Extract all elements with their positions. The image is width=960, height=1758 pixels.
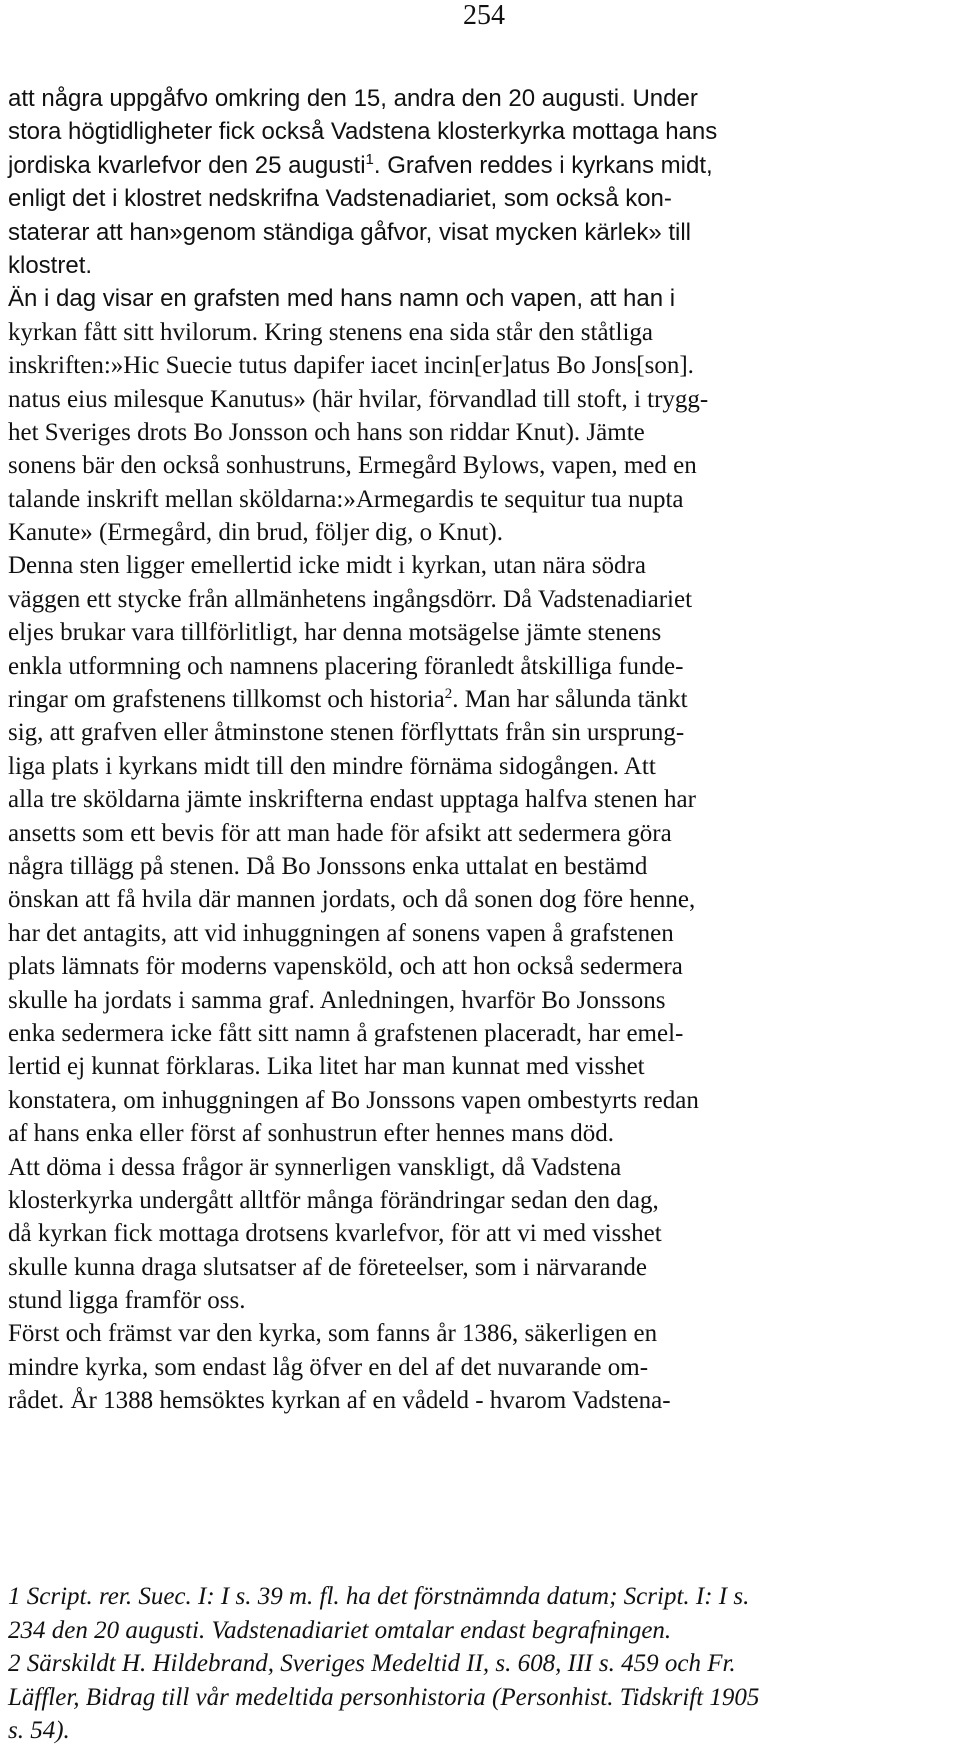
text-line-content: några tillägg på stenen. Då Bo Jonssons enka uttalat en bestämd [8,852,648,880]
text-line [8,249,953,282]
text-line-content: Först och främst var den kyrka, som fanns år 1386, säkerligen en [8,1320,658,1348]
text-line [8,1317,953,1350]
text-line [8,115,953,148]
text-line-content: liga plats i kyrkans midt till den mindre förnäma sidogången. Att [8,752,656,780]
text-line [8,1151,953,1184]
text-line [8,149,953,182]
text-line-content: staterar att han»genom ständiga gåfvor, visat mycken kärlek» till [8,218,692,246]
text-line [8,716,953,749]
footnote-line: s. 54). [8,1717,70,1745]
text-line-content: het Sveriges drots Bo Jonsson och hans son riddar Knut). Jämte [8,418,645,446]
text-line-content: lertid ej kunnat förklaras. Lika litet har man kunnat med visshet [8,1053,645,1081]
text-line-content: klostret. [8,251,93,279]
text-line-continuation: . Grafven reddes i kyrkans midt, [373,151,713,179]
text-line-content: att några uppgåfvo omkring den 15, andra den 20 augusti. Under [8,85,698,112]
text-line-content: enkla utformning och namnens placering föranledt åtskilliga funde- [8,652,684,680]
text-line [8,383,953,416]
text-line-content: eljes brukar vara tillförlitligt, har denna motsägelse jämte stenens [8,619,662,647]
text-line-content: kyrkan fått sitt hvilorum. Kring stenens ena sida står den ståtliga [8,318,653,346]
text-line [8,282,953,315]
footnote-ref: 1 [365,150,374,168]
text-line-content: inskriften:»Hic Suecie tutus dapifer iacet incin[er]atus Bo Jons[son]. [8,352,694,380]
page-number: 254 [463,0,505,31]
body-text [8,82,953,1418]
text-line [8,349,953,382]
text-line-content: stund ligga framför oss. [8,1287,246,1315]
text-line-content: stora högtidligheter fick också Vadstena klosterkyrka mottaga hans [8,118,718,146]
footnote-line: 234 den 20 augusti. Vadstenadiariet omtalar endast begrafningen. [8,1616,672,1644]
text-line [8,883,953,916]
text-line-content: Att döma i dessa frågor är synnerligen vanskligt, då Vadstena [8,1153,622,1181]
text-line-content: rådet. År 1388 hemsöktes kyrkan af en vådeld - hvarom Vadstena- [8,1387,671,1415]
text-line-content: sonens bär den också sonhustruns, Ermegård Bylows, vapen, med en [8,452,697,480]
text-line [8,416,953,449]
text-line [8,1384,953,1417]
text-line-content: väggen ett stycke från allmänhetens ingångsdörr. Då Vadstenadiariet [8,585,693,613]
text-line [8,82,953,115]
text-line [8,1184,953,1217]
text-line [8,750,953,783]
footnote-line: 1 Script. rer. Suec. I: I s. 39 m. fl. ha det förstnämnda datum; Script. I: I s. [8,1583,750,1610]
text-line [8,1084,953,1117]
text-line-content: enka sedermera icke fått sitt namn å grafstenen placeradt, har emel- [8,1019,684,1047]
text-line [8,616,953,649]
text-line [8,917,953,950]
text-line-content: skulle kunna draga slutsatser af de företeelser, som i närvarande [8,1253,648,1281]
footnotes [8,1580,953,1748]
footnote-ref: 2 [444,686,453,703]
text-line-content: sig, att grafven eller åtminstone stenen förflyttats från sin ursprung- [8,719,685,747]
text-line-content: mindre kyrka, som endast låg öfver en del af det nuvarande om- [8,1353,649,1381]
text-line [8,1117,953,1150]
text-line-content: då kyrkan fick mottaga drotsens kvarlefvor, för att vi med visshet [8,1220,662,1248]
text-line [8,1017,953,1050]
text-line-content: talande inskrift mellan sköldarna:»Armegardis te sequitur tua nupta [8,485,684,513]
text-line [8,549,953,582]
text-line [8,583,953,616]
page-number-container [0,0,960,32]
text-line [8,1251,953,1284]
text-line [8,516,953,549]
text-line-content: konstatera, om inhuggningen af Bo Jonssons vapen ombestyrts redan [8,1086,699,1114]
text-line [8,316,953,349]
text-line-content: ansetts som ett bevis för att man hade för afsikt att sedermera göra [8,819,672,847]
text-line-continuation: . Man har sålunda tänkt [452,686,688,714]
text-line-content: natus eius milesque Kanutus» (här hvilar, förvandlad till stoft, i trygg- [8,385,709,413]
text-line [8,483,953,516]
text-line-content: skulle ha jordats i samma graf. Anledningen, hvarför Bo Jonssons [8,986,666,1014]
footnote-line: 2 Särskildt H. Hildebrand, Sveriges Medeltid II, s. 608, III s. 459 och Fr. [8,1650,736,1678]
text-line-content: Denna sten ligger emellertid icke midt i kyrkan, utan nära södra [8,552,646,580]
text-line [8,182,953,215]
text-line-content: af hans enka eller först af sonhustrun efter hennes mans död. [8,1120,615,1148]
text-line [8,950,953,983]
text-line [8,1050,953,1083]
text-line [8,1284,953,1317]
text-line [8,449,953,482]
footnote-line: Läffler, Bidrag till vår medeltida personhistoria (Personhist. Tidskrift 1905 [8,1683,760,1711]
text-line [8,783,953,816]
text-line [8,817,953,850]
text-line [8,650,953,683]
text-line [8,1217,953,1250]
text-line-content: enligt det i klostret nedskrifna Vadstenadiariet, som också kon- [8,185,672,213]
text-line-content: önskan att få hvila där mannen jordats, och då sonen dog före henne, [8,886,696,914]
text-line-content: klosterkyrka undergått alltför många förändringar sedan den dag, [8,1186,659,1214]
text-line-content: ringar om grafstenens tillkomst och historia [8,686,445,714]
text-line-content: plats lämnats för moderns vapensköld, och att hon också sedermera [8,953,683,981]
text-line-content: Än i dag visar en grafsten med hans namn och vapen, att han i [8,285,676,313]
text-line [8,1351,953,1384]
text-line-content: Kanute» (Ermegård, din brud, följer dig, o Knut). [8,519,504,547]
text-line-content: har det antagits, att vid inhuggningen af sonens vapen å grafstenen [8,919,674,947]
text-line [8,984,953,1017]
text-line [8,216,953,249]
text-line [8,683,953,716]
text-line-content: jordiska kvarlefvor den 25 augusti [8,151,366,179]
text-line-content: alla tre sköldarna jämte inskrifterna endast upptaga halfva stenen har [8,786,696,814]
text-line [8,850,953,883]
